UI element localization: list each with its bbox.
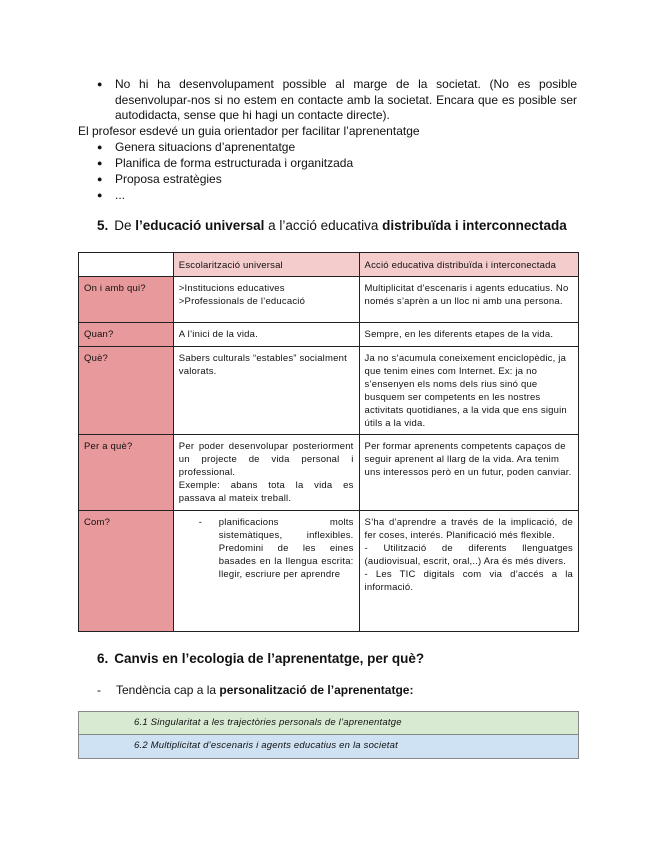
cell-line: planificacions molts sistemàtiques, inflexibles. Predomini de les eines basades en la llengua escrita: llegir, escriure per aprendre [218,517,354,580]
heading-text: a l’acció educativa [264,218,383,233]
table-cell: Per formar aprenents competents capaços de seguir aprenent al llarg de la vida. Ara tenim uns interessos però en un futur, poden canviar. [359,435,578,511]
row-label-cell: Què? [79,347,174,435]
table-header-cell [79,253,174,277]
cell-line: Per poder desenvolupar posteriorment un projecte de vida personal i professional. [178,441,354,478]
table-row [79,323,579,347]
list-item-text: Proposa estratègies [115,172,222,186]
list-item-text: ... [115,188,126,202]
dash-icon: - [198,517,203,528]
table-cell: A l’inici de la vida. [173,323,359,347]
list-item [97,156,547,172]
profesor-list [97,140,547,204]
cell-line: S’ha d’aprendre a través de la implicació, de fer coses, interés. Planificació més flexible. [364,517,573,541]
tendencia-text: Tendència cap a la [116,683,220,697]
section-number: 5. [97,218,109,233]
table-cell [173,277,359,323]
list-item [97,172,547,188]
row-label-cell: On i amb qui? [79,277,174,323]
table-row [79,435,579,511]
table-cell: Ja no s’acumula coneixement enciclopèdic, ja que tenim eines com Internet. Ex: ja no s’ensenyen els noms dels rius sinó que busquem ser competents en les nostres activitats quotidianes, a la vida que ens siguin útils a la vida. [359,347,578,435]
table-header-cell: Acció educativa distribuïda i interconectada [359,253,578,277]
cell-line: >Professionals de l’educació [178,296,306,307]
list-item [97,140,547,156]
row-label-cell: Per a què? [79,435,174,511]
profesor-line: El profesor esdevé un guia orientador per facilitar l’aprenentatge [78,124,420,138]
list-item [97,188,547,204]
section-number: 6. [97,651,109,666]
tendencia-line [97,683,413,697]
dash-icon: - [97,683,101,697]
table-cell: Sabers culturals “estables” socialment valorats. [173,347,359,435]
subsection-boxes [78,711,579,759]
heading-text: De [114,218,136,233]
section-5-heading [97,218,567,233]
bullet-icon: ● [97,174,103,184]
subsection-box-6-2: 6.2 Multiplicitat d’escenaris i agents educatius en la societat [78,735,579,759]
table-cell [173,435,359,511]
bullet-icon: ● [97,190,103,200]
table-header-row [79,253,579,277]
cell-line: - Utilització de diferents llenguatges (audiovisual, escrit, oral,..) Ara és més divers. [364,543,573,567]
bullet-icon: ● [97,142,103,152]
table-row [79,347,579,435]
bullet-icon: ● [97,79,103,89]
row-label-cell: Quan? [79,323,174,347]
table-row [79,277,579,323]
cell-line: - Les TIC digitals com via d’accés a la informació. [364,569,573,593]
table-cell [173,511,359,632]
tendencia-bold: personalització de l’aprenentatge: [219,683,414,697]
table-cell: Multiplicitat d’escenaris i agents educatius. No només s’aprèn a un lloc ni amb una persona. [359,277,578,323]
cell-line: >Institucions educatives [178,283,285,294]
table-header-cell: Escolarització universal [173,253,359,277]
list-item-text: Genera situacions d’aprenentatge [115,140,296,154]
heading-bold-text: l’educació universal [135,218,265,233]
table-cell [359,511,578,632]
cell-line: Exemple: abans tota la vida es passava al mateix treball. [178,480,354,504]
table-cell: Sempre, en les diferents etapes de la vida. [359,323,578,347]
intro-bullet-text: No hi ha desenvolupament possible al marge de la societat. (No es posible desenvolupar-nos si no estem en contacte amb la societat. Encara que es posible ser autodidacta, sense que hi hagi un contacte directe). [115,77,577,122]
dash-list-item [179,516,354,581]
heading-text: Canvis en l’ecologia de l’aprenentatge, per què? [114,651,425,666]
subsection-box-6-1: 6.1 Singularitat a les trajectòries personals de l’aprenentatge [78,711,579,735]
heading-bold-text: distribuïda i interconnectada [382,218,567,233]
list-item-text: Planifica de forma estructurada i organitzada [115,156,354,170]
bullet-icon: ● [97,158,103,168]
row-label-cell: Com? [79,511,174,632]
comparison-table [78,252,579,632]
intro-bullet-item [97,77,577,124]
table-row [79,511,579,632]
section-6-heading [97,651,424,666]
